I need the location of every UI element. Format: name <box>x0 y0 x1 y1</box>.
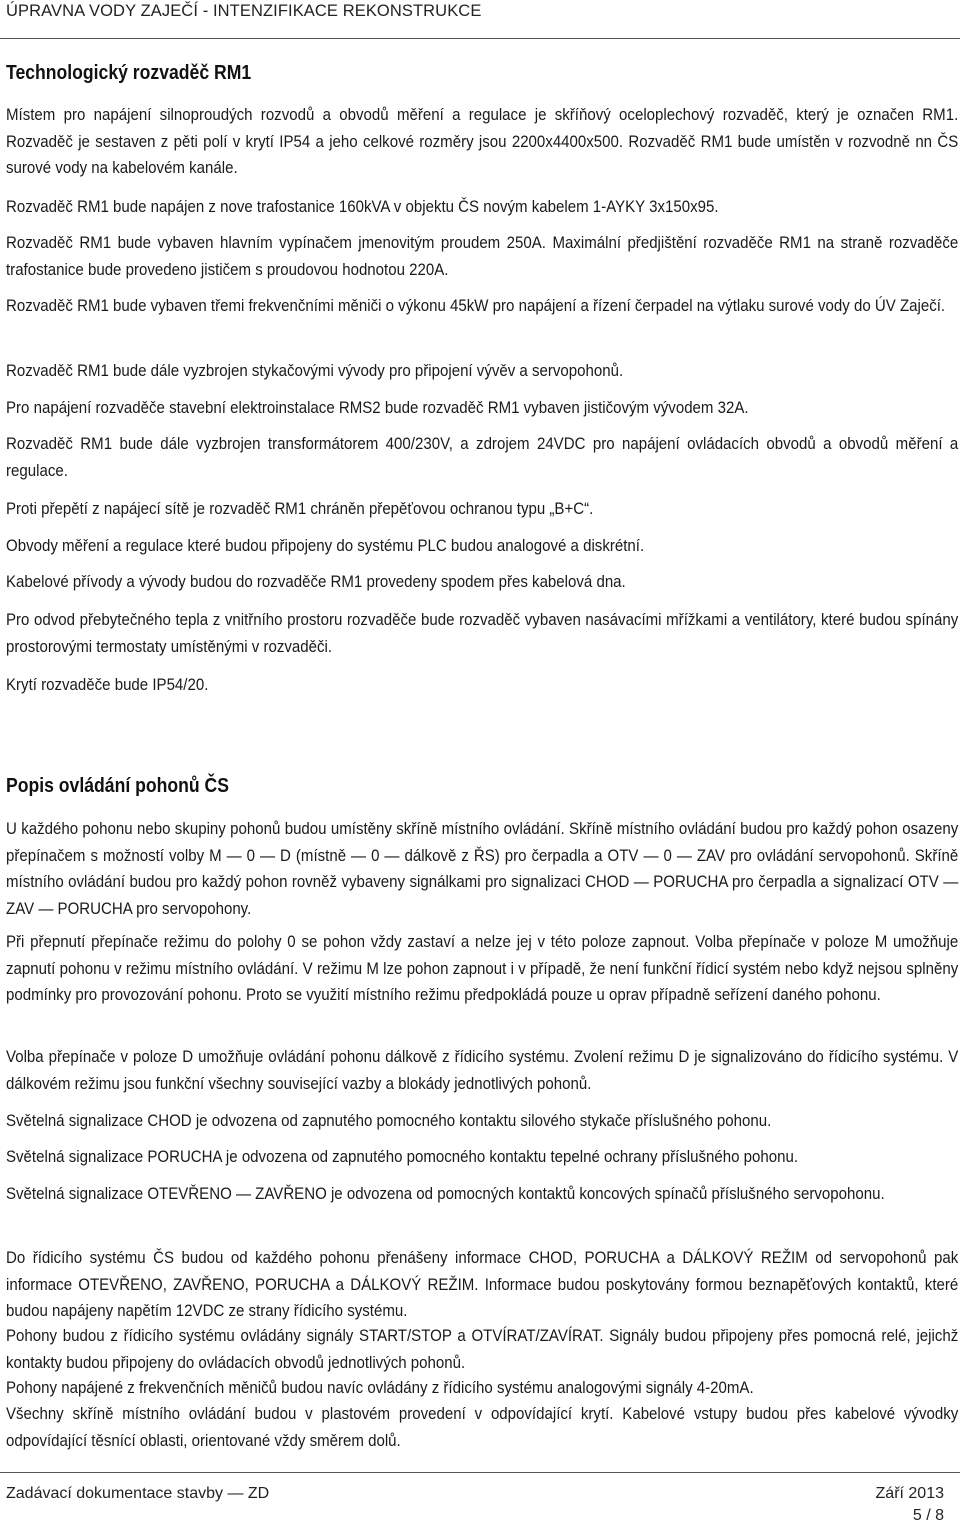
paragraph: Pro napájení rozvaděče stavební elektroinstalace RMS2 bude rozvaděč RM1 vybaven jističovým vývodem 32A. <box>6 398 749 417</box>
paragraph: U každého pohonu nebo skupiny pohonů budou umístěny skříně místního ovládání. Skříně místního ovládání budou pro každý pohon osazeny přepínačem s možností volby M — 0 — D (místně — 0 — dálkově z ŘS) pro čerpadla a OTV — 0 — ZAV pro ovládání servopohonů. Skříně místního ovládání budou pro každý pohon rovněž vybaveny signálkami pro signalizaci CHOD — PORUCHA pro čerpadla a signalizací OTV — ZAV — PORUCHA pro servopohony. <box>6 819 959 918</box>
paragraph: Místem pro napájení silnoproudých rozvodů a obvodů měření a regulace je skříňový oceloplechový rozvaděč, který je označen RM1. Rozvaděč je sestaven z pěti polí v krytí IP54 a jeho celkové rozměry jsou 2200x4400x500. Rozvaděč RM1 bude umístěn v rozvodně nn ČS surové vody na kabelovém kanále. <box>6 105 959 177</box>
document-body <box>6 62 959 1450</box>
paragraph: Kabelové přívody a vývody budou do rozvaděče RM1 provedeny spodem přes kabelová dna. <box>6 572 626 591</box>
paragraph: Při přepnutí přepínače režimu do polohy 0 se pohon vždy zastaví a nelze jej v této poloze zapnout. Volba přepínače v poloze M umožňuje zapnutí pohonu v režimu místního ovládání. V režimu M lze pohon zapnout i v případě, že není funkční řídicí systém nebo když nejsou splněny podmínky pro provozování pohonu. Proto se využití místního režimu předpokládá pouze u oprav případně seřízení daného pohonu. <box>6 932 959 1004</box>
section-heading-rm1: Technologický rozvaděč RM1 <box>6 62 252 84</box>
page-footer <box>0 1472 960 1525</box>
paragraph: Pro odvod přebytečného tepla z vnitřního prostoru rozvaděče bude rozvaděč vybaven nasávacími mřížkami a ventilátory, které budou spínány prostorovými termostaty umístěnými v rozvaděči. <box>6 610 959 656</box>
paragraph: Všechny skříně místního ovládání budou v plastovém provedení v odpovídající krytí. Kabelové vstupy budou přes kabelové vývodky odpovídající těsnící oblasti, orientované vždy směrem dolů. <box>6 1404 959 1450</box>
page-header <box>0 0 960 39</box>
paragraph: Rozvaděč RM1 bude napájen z nove trafostanice 160kVA v objektu ČS novým kabelem 1-AYKY 3x150x95. <box>6 197 719 216</box>
header-title: ÚPRAVNA VODY ZAJEČÍ - INTENZIFIKACE REKONSTRUKCE <box>6 2 482 20</box>
paragraph: Rozvaděč RM1 bude dále vyzbrojen stykačovými vývody pro připojení vývěv a servopohonů. <box>6 361 624 380</box>
paragraph: Volba přepínače v poloze D umožňuje ovládání pohonu dálkově z řídicího systému. Zvolení režimu D je signalizováno do řídicího systému. V dálkovém režimu jsou funkční všechny související vazby a blokády jednotlivých pohonů. <box>6 1047 959 1093</box>
paragraph: Světelná signalizace OTEVŘENO — ZAVŘENO je odvozena od pomocných kontaktů koncových spínačů příslušného servopohonu. <box>6 1184 885 1203</box>
page-number: 5 / 8 <box>912 1507 944 1524</box>
paragraph: Rozvaděč RM1 bude dále vyzbrojen transformátorem 400/230V, a zdrojem 24VDC pro napájení ovládacích obvodů a obvodů měření a regulace. <box>6 434 959 480</box>
footer-date: Září 2013 <box>875 1485 944 1502</box>
paragraph: Obvody měření a regulace které budou připojeny do systému PLC budou analogové a diskrétní. <box>6 536 645 555</box>
paragraph: Proti přepětí z napájecí sítě je rozvaděč RM1 chráněn přepěťovou ochranou typu „B+C“. <box>6 499 594 518</box>
paragraph: Pohony napájené z frekvenčních měničů budou navíc ovládány z řídicího systému analogovými signály 4-20mA. <box>6 1378 754 1397</box>
paragraph: Světelná signalizace CHOD je odvozena od zapnutého pomocného kontaktu silového stykače příslušného pohonu. <box>6 1111 772 1130</box>
paragraph: Světelná signalizace PORUCHA je odvozena od zapnutého pomocného kontaktu tepelné ochrany příslušného pohonu. <box>6 1147 799 1166</box>
paragraph: Do řídicího systému ČS budou od každého pohonu přenášeny informace CHOD, PORUCHA a DÁLKOVÝ REŽIM od servopohonů pak informace OTEVŘENO, ZAVŘENO, PORUCHA a DÁLKOVÝ REŽIM. Informace budou poskytovány formou beznapěťových kontaktů, které budou napájeny napětím 12VDC ze strany řídicího systému. <box>6 1248 959 1320</box>
paragraph: Krytí rozvaděče bude IP54/20. <box>6 675 209 694</box>
section-heading-pohony: Popis ovládání pohonů ČS <box>6 775 229 797</box>
footer-document-label: Zadávací dokumentace stavby — ZD <box>6 1485 270 1502</box>
paragraph: Rozvaděč RM1 bude vybaven hlavním vypínačem jmenovitým proudem 250A. Maximální předjištění rozvaděče RM1 na straně rozvaděče trafostanice bude provedeno jističem s proudovou hodnotou 220A. <box>6 233 959 279</box>
paragraph: Rozvaděč RM1 bude vybaven třemi frekvenčními měniči o výkonu 45kW pro napájení a řízení čerpadel na výtlaku surové vody do ÚV Zaječí. <box>6 296 946 315</box>
paragraph: Pohony budou z řídicího systému ovládány signály START/STOP a OTVÍRAT/ZAVÍRAT. Signály budou připojeny přes pomocná relé, jejichž kontakty budou připojeny do ovládacích obvodů jednotlivých pohonů. <box>6 1326 959 1372</box>
